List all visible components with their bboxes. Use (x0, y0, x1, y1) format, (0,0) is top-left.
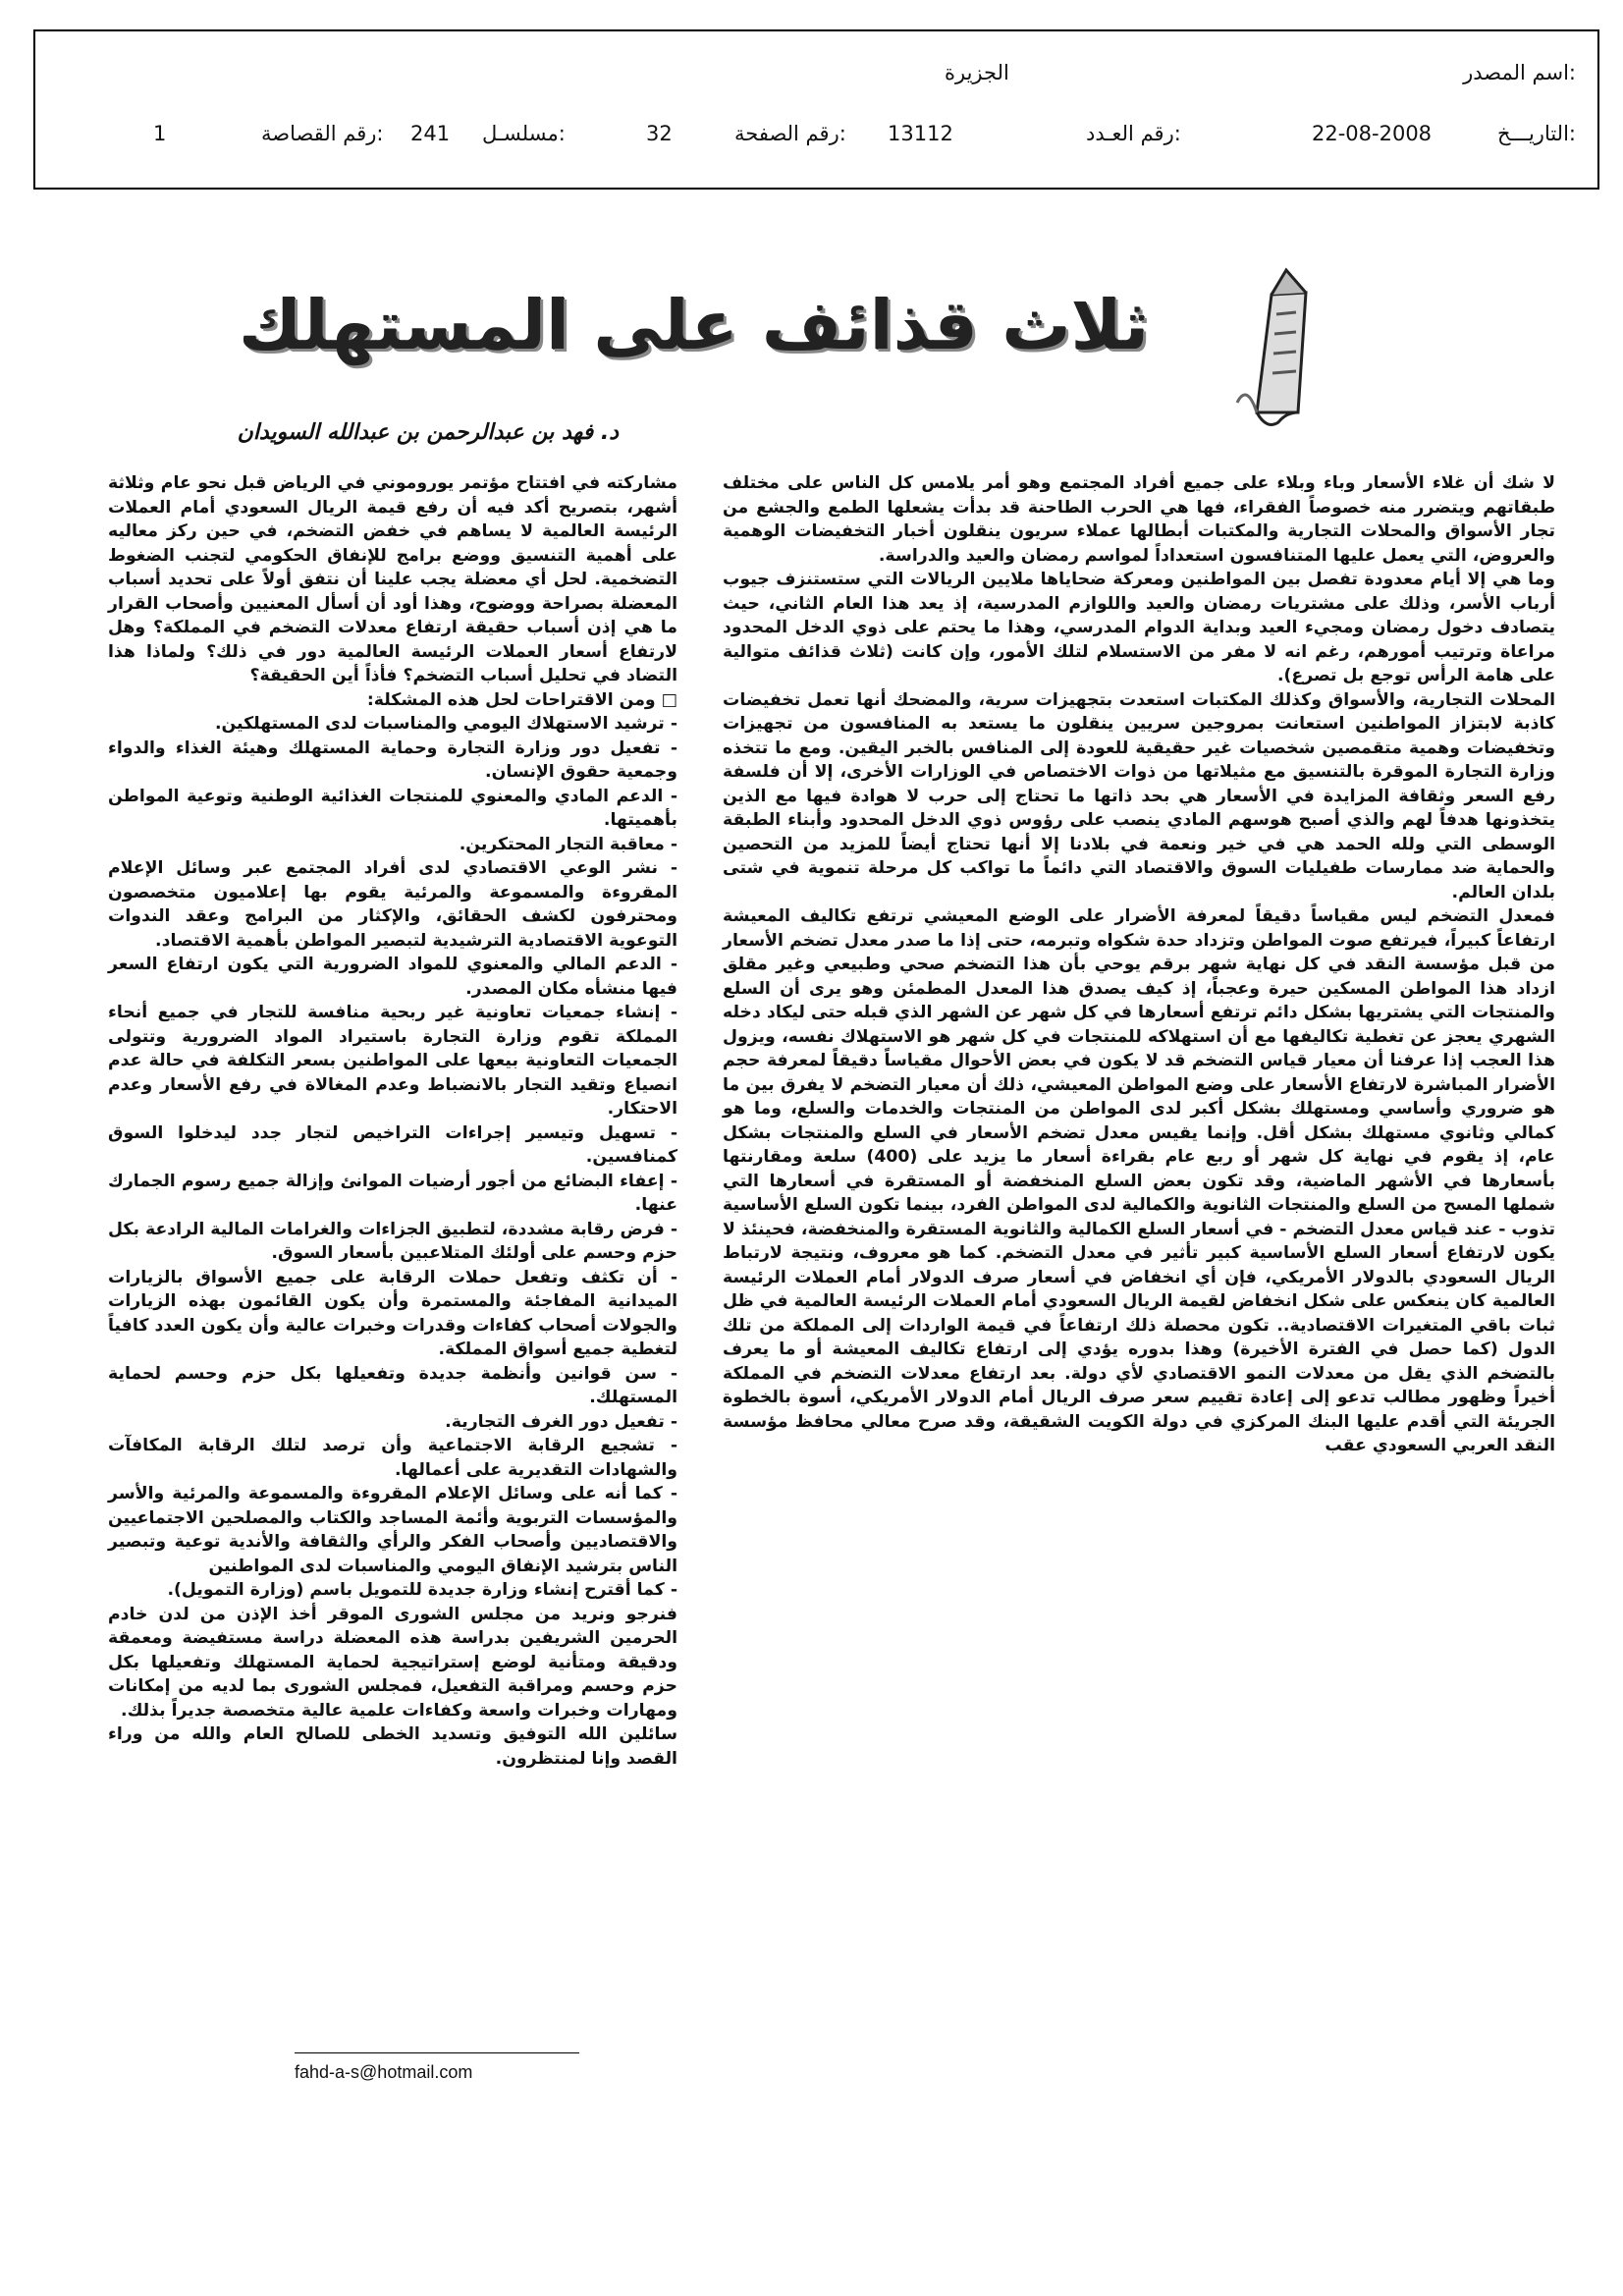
article-paragraph: - تفعيل دور وزارة التجارة وحماية المستهلك وهيئة الغذاء والدواء وجمعية حقوق الإنسان. (108, 738, 677, 782)
article-paragraph: - الدعم المادي والمعنوي للمنتجات الغذائية الوطنية وتوعية المواطن بأهميتها. (108, 786, 677, 830)
page-value: 32 (646, 122, 673, 145)
article-author: د. فهد بن عبدالرحمن بن عبدالله السويدان (237, 420, 619, 445)
article-paragraph: □ ومن الاقتراحات لحل هذه المشكلة: (366, 689, 677, 710)
article-paragraph: - إنشاء جمعيات تعاونية غير ربحية منافسة للتجار في جميع أنحاء المملكة تقوم وزارة التجارة باستيراد المواد الضرورية وتتولى الجمعيات التعاونية بيعها على المواطنين بسعر التكلفة في حالة عدم انصياع وتقيد التجار بالانضباط وعدم المغالاة في رفع الأسعار وعدم الاحتكار. (108, 1003, 677, 1119)
article-title: ثلاث قذائف على المستهلك (239, 285, 1149, 365)
clip-value: 1 (153, 122, 167, 145)
article-paragraph: - تشجيع الرقابة الاجتماعية وأن ترصد لتلك الرقابة المكافآت والشهادات التقديرية على أعمالها. (108, 1436, 677, 1480)
article-paragraph: - أن تكثف وتفعل حملات الرقابة على جميع الأسواق بالزيارات الميدانية المفاجئة والمستمرة وأن يكون القائمون بهذه الزيارات والجولات أصحاب كفاءات وقدرات وخبرات عالية وأن يكون العدد كافياً لتغطية جميع أسواق المملكة. (108, 1267, 677, 1359)
clip-label: رقم القصاصة: (261, 122, 384, 145)
article-paragraph: - تسهيل وتيسير إجراءات التراخيص لتجار جدد ليدخلوا السوق كمنافسين. (108, 1122, 677, 1167)
clipping-header (33, 29, 1599, 190)
article-paragraph: لا شك أن غلاء الأسعار وباء وبلاء على جميع أفراد المجتمع وهو أمر يلامس كل الناس على مختلف طبقاتهم ويتضرر منه خصوصاً الفقراء، فها هي الحرب الطاحنة قد بدأت يشعلها الطمع والجشع من تجار الأسواق والمحلات التجارية والمكتبات أبطالها عملاء سريون ينقلون أخبار التخفيضات الوهمية والعروض، التي يعمل عليها المتنافسون استعداداً لمواسم رمضان والعيد والدراسة. (723, 473, 1555, 566)
article-paragraph: - سن قوانين وأنظمة جديدة وتفعيلها بكل حزم وحسم لحماية المستهلك. (108, 1363, 677, 1407)
article-paragraph: - كما أقترح إنشاء وزارة جديدة للتمويل باسم (وزارة التمويل). (167, 1580, 677, 1600)
page-label: رقم الصفحة: (734, 122, 846, 145)
article-paragraph: - الدعم المالي والمعنوي للمواد الضرورية التي يكون ارتفاع السعر فيها منشأه مكان المصدر. (108, 955, 677, 999)
article-paragraph: فمعدل التضخم ليس مقياساً دقيقاً لمعرفة الأضرار على الوضع المعيشي ترتفع تكاليف المعيشة ارتفاعاً كبيراً، فيرتفع صوت المواطن وتزداد حدة شكواه وتبرمه، حتى إذا ما صدر معدل تضخم الأسعار من قبل مؤسسة النقد في كل نهاية شهر برقم يوحي بأن هذا التضخم صحي وطبيعي وغير مقلق ازداد هذا المواطن المسكين حيرة وعجباً، إذ كيف يصدق هذا المعدل المطمئن وهو يرى أن السلع والمنتجات التي يشتريها بشكل دائم ترتفع أسعارها في كل شهر عن الشهر الذي قبله حتى ليكاد دخله الشهري يعجز عن تغطية تكاليفها مع أن استهلاكه للمنتجات في كل شهر هو الاستهلاك نفسه، ويزول هذا العجب إذا عرفنا أن معيار قياس التضخم قد لا يكون في بعض الأحوال مقياساً دقيقاً لمعرفة حجم الأضرار المباشرة لارتفاع الأسعار على وضع المواطن المعيشي، ذلك أن معيار التضخم لا يفرق بين ما هو ضروري وأساسي ومستهلك بشكل أكبر لدى المواطن من المنتجات والخدمات والسلع، وما هو كمالي وثانوي مستهلك بشكل أقل. وإنما يقيس معدل تضخم الأسعار في السلع والمنتجات بشكل عام، إذ يقوم في نهاية كل شهر أو ربع عام بقراءة أسعار ما يزيد على (400) سلعة ومقارنتها بأسعارها في الأشهر الماضية، وقد تكون بعض السلع المنخفضة أو المستقرة في أسعارها التي شملها المسح من السلع والمنتجات الثانوية والكمالية لدى المواطن الفرد، بينما تكون السلع الأساسية تذوب - عند قياس معدل التضخم - في أسعار السلع الكمالية والثانوية المستقرة والمنخفضة، فحينئذ لا يكون لارتفاع أسعار السلع الأساسية كبير تأثير في معدل التضخم. كما هو معروف، ونتيجة لارتباط الريال السعودي بالدولار الأمريكي، فإن أي انخفاض في أسعار صرف الدولار أمام العملات الرئيسة العالمية كان ينعكس على شكل انخفاض لقيمة الريال السعودي أمام العملات الرئيسة العالمية في ظل ثبات باقي المتغيرات الاقتصادية.. تكون محصلة ذلك ارتفاعاً في قيمة الواردات إلى المملكة من تلك الدول (كما حصل في الفترة الأخيرة) وهذا بدوره يؤدي إلى ارتفاع تكاليف المعيشة أو ما يعرف بالتضخم الذي يقل من معدلات النمو الاقتصادي لأي دولة. بعد ارتفاع معدلات التضخم في المملكة أخيراً وظهور مطالب تدعو إلى إعادة تقييم سعر صرف الريال أمام الدولار الأمريكي، أسوة بالخطوة الجريئة التي أقدم عليها البنك المركزي في دولة الكويت الشقيقة، وقد صرح معالي محافظ مؤسسة النقد العربي السعودي عقب (723, 906, 1555, 1455)
article-paragraph: - ترشيد الاستهلاك اليومي والمناسبات لدى المستهلكين. (214, 714, 677, 734)
article-paragraph: المحلات التجارية، والأسواق وكذلك المكتبات استعدت بتجهيزات سرية، والمضحك أنها تعمل تخفيضات كاذبة لابتزاز المواطنين استعانت بمروجين سريين ينقلون ما يستعد به المنافسون من تجهيزات وتخفيضات وهمية متقمصين شخصيات غير حقيقية للعودة إلى المنافس بالخبر اليقين. ومع ما تتخذه وزارة التجارة الموقرة بالتنسيق مع مثيلاتها من ذوات الاختصاص في الوزارات الأخرى، إلا أن فلسفة رفع السعر وثقافة المزايدة في الأسعار هي بحد ذاتها ما تحتاج إلى حرب لا هوادة فيها مع الذين يتخذونها هدفاً لهم والذي أصبح هوسهم المادي ينصب على رؤوس ذوي الدخل المحدود وأبناء الطبقة الوسطى التي ولله الحمد هي في خير ونعمة في بلادنا إلا أنها تحتاج أيضاً للمزيد من التحصين والحماية ضد ممارسات طفيليات السوق والاقتصاد التي دائماً ما تواكب كل مرحلة تنموية في شتى بلدان العالم. (723, 689, 1555, 902)
article-paragraph: سائلين الله التوفيق وتسديد الخطى للصالح العام والله من وراء القصد وإنا لمنتظرون. (108, 1724, 677, 1769)
source-value: الجزيرة (945, 61, 1009, 84)
serial-value: 241 (410, 122, 451, 145)
article-paragraph: - كما أنه على وسائل الإعلام المقروءة والمسموعة والمرئية والأسر والمؤسسات التربوية وأئمة المساجد والكتاب والمصلحين الاجتماعيين والاقتصاديين وأصحاب الفكر والرأي والثقافة والأندية توعية وتبصير الناس بترشيد الإنفاق اليومي والمناسبات لدى المواطنين (108, 1484, 677, 1576)
article-paragraph: - معاقبة التجار المحتكرين. (459, 834, 677, 854)
article-column-left (108, 471, 677, 1771)
article-paragraph: وما هي إلا أيام معدودة تفصل بين المواطنين ومعركة ضحاياها ملايين الريالات التي ستستنزف جيوب أرباب الأسر، وذلك على مشتريات رمضان والعيد واللوازم المدرسية، إذ يعد هذا العام الثاني، حيث يتصادف دخول رمضان ومجيء العيد وبداية الدوام المدرسي، وهذا ما يحتم على ذوي الدخل المحدود مراعاة وترتيب أمورهم، رغم انه لا مفر من الاستسلام لتلك الأمور، وإن كانت (ثلاث قذائف متوالية على هامة الرأس توجع بل تصرع). (723, 570, 1555, 685)
issue-label: رقم العـدد: (1086, 122, 1181, 145)
article-paragraph: - تفعيل دور الغرف التجارية. (445, 1411, 677, 1432)
issue-value: 13112 (888, 122, 953, 145)
article-paragraph: مشاركته في افتتاح مؤتمر يوروموني في الرياض قبل نحو عام وثلاثة أشهر، بتصريح أكد فيه أن رفع قيمة الريال السعودي أمام العملات الرئيسة العالمية لا يساهم في خفض التضخم، في حين ركز معاليه على أهمية التنسيق ووضع برامج للإنفاق الحكومي لتجنب الضغوط التضخمية. لحل أي معضلة يجب علينا أن نتفق أولاً على تحديد أسباب المعضلة بصراحة ووضوح، وهذا أود أن أسأل المعنيين وأصحاب القرار ما هي إذن أسباب حقيقة ارتفاع معدلات التضخم في المملكة؟ وهل لارتفاع أسعار العملات الرئيسة العالمية دور في ذلك؟ ولماذا هذا التضاد في تحليل أسباب التضخم؟ فأذاً أين الحقيقة؟ (108, 473, 677, 685)
article-paragraph: - نشر الوعي الاقتصادي لدى أفراد المجتمع عبر وسائل الإعلام المقروءة والمسموعة والمرئية يقوم بها إعلاميون متخصصون ومحترفون لكشف الحقائق، والإكثار من البرامج وعقد الندوات التوعوية الاقتصادية الترشيدية لتبصير المواطن بأهمية الاقتصاد. (108, 858, 677, 951)
pen-icon (1227, 265, 1345, 432)
serial-label: مسلسـل: (482, 122, 566, 145)
article-paragraph: - إعفاء البضائع من أجور أرضيات الموانئ وإزالة جميع رسوم الجمارك عنها. (108, 1171, 677, 1215)
source-label: اسم المصدر: (1463, 61, 1576, 84)
article-title-wrap (147, 285, 1149, 365)
date-value: 22-08-2008 (1312, 122, 1433, 145)
divider (295, 2052, 579, 2053)
article-paragraph: - فرض رقابة مشددة، لتطبيق الجزاءات والغرامات المالية الرادعة بكل حزم وحسم على أولئك المتلاعبين بأسعار السوق. (108, 1219, 677, 1263)
date-label: التاريـــخ: (1496, 122, 1576, 145)
article-column-right (723, 471, 1555, 1458)
article-paragraph: فنرجو ونريد من مجلس الشورى الموقر أخذ الإذن من لدن خادم الحرمين الشريفين بدراسة هذه المعضلة دراسة مستفيضة ومعمقة ودقيقة ومتأنية لوضع إستراتيجية لحماية المستهلك وتفعيلها بكل حزم وحسم ومراقبة التفعيل، فمجلس الشورى بما لديه من إمكانات ومهارات وخبرات واسعة وكفاءات علمية عالية متخصصة جديراً بذلك. (108, 1604, 677, 1721)
author-email: fahd-a-s@hotmail.com (295, 2062, 473, 2082)
